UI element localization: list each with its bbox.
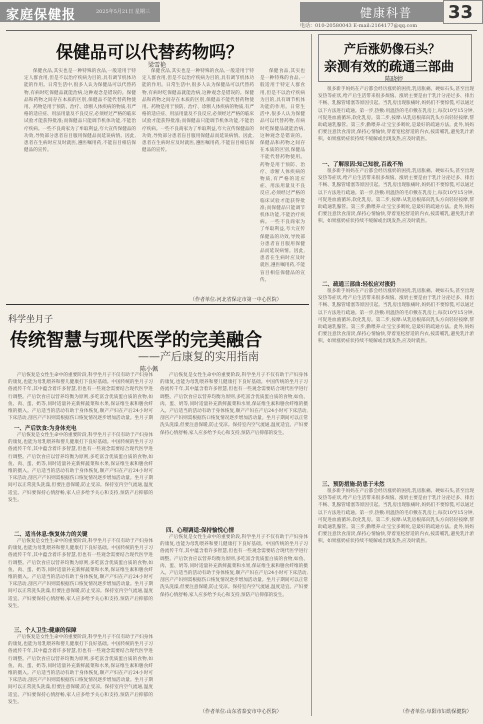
article1-text-1: 保健食品,其实也是一种特殊的食品,一般适用于特定人群食用,但是不以治疗疾病为目的,具有调节机体功能的作用。日常生活中,很多人认为保健品可以代替药物,有病时吃保健品就能治病,这种观念是错误的。保健品和药物之间存在本质的区别,保健品不能代替药物使用。药物是用于预防、治疗、诊断人体疾病的物质,有严格的适应症、用法用量及不良反应,必须经过严格的临床试验才能获得批准;而保健品只能调节机体功能,不能治疗疾病。一些不良商家为了牟取利益,夸大宣传保健品的功效,导致部分患者盲目服用保健品而延误病情。因此,患者在生病时应及时就医,遵医嘱用药,不能盲目相信保健品的宣传。 — [24, 69, 136, 154]
column-divider — [311, 34, 312, 716]
paper-name-bar — [0, 2, 160, 22]
article1-text-3: 保健食品,其实也是一种特殊的食品,一般适用于特定人群食用,但是不以治疗疾病为目的,具有调节机体功能的作用。日常生活中,很多人认为保健品可以代替药物,有病时吃保健品就能治病,这种观念是错误的。保健品和药物之间存在本质的区别,保健品不能代替药物使用。药物是用于预防、治疗、诊断人体疾病的物质,有严格的适应症、用法用量及不良反应,必须经过严格的临床试验才能获得批准;而保健品只能调节机体功能,不能治疗疾病。一些不良商家为了牟取利益,夸大宣传保健品的功效,导致部分患者盲目服用保健品而延误病情。因此,患者在生病时应及时就医,遵医嘱用药,不能盲目相信保健品的宣传。 — [260, 69, 305, 283]
article3-title: 传统智慧与现代医学的完美融合 — [10, 330, 262, 351]
article2-sub3: 三、预防措施:防患于未然 — [322, 482, 385, 488]
article1-col3 — [260, 68, 305, 294]
article3-text-3: 产后恢复是女性生命中的重要阶段,科学坐月子不仅有助于产妇身体的康复,也能为母乳喂养和婴儿健康打下良好基础。中国传统的坐月子习俗流传千年,其中蕴含着许多智慧,但也有一些观念需要结合现代医学进行调整。产后饮食应以营养均衡为原则,多吃富含优质蛋白质的食物,如鱼、肉、蛋、奶等,同时适量补充新鲜蔬菜和水果,保证维生素和膳食纤维的摄入。产后适当的活动有助于身体恢复,顺产产妇在产后24小时可下床活动,剖宫产产妇则需根据伤口恢复情况逐步增加活动量。坐月子期间可以正常洗头洗澡,但要注意保暖,防止受凉。保持室内空气流通,温度适宜。产妇要保持心情舒畅,家人应多给予关心和支持,预防产后抑郁的发生。 — [8, 539, 153, 609]
article3-kicker: 科学坐月子 — [8, 315, 54, 325]
article3-col2-a — [160, 372, 308, 524]
article3-text-4: 产后恢复是女性生命中的重要阶段,科学坐月子不仅有助于产妇身体的康复,也能为母乳喂养和婴儿健康打下良好基础。中国传统的坐月子习俗流传千年,其中蕴含着许多智慧,但也有一些观念需要结合现代医学进行调整。产后饮食应以营养均衡为原则,多吃富含优质蛋白质的食物,如鱼、肉、蛋、奶等,同时适量补充新鲜蔬菜和水果,保证维生素和膳食纤维的摄入。产后适当的活动有助于身体恢复,顺产产妇在产后24小时可下床活动,剖宫产产妇则需根据伤口恢复情况逐步增加活动量。坐月子期间可以正常洗头洗澡,但要注意保暖,防止受凉。保持室内空气流通,温度适宜。产妇要保持心情舒畅,家人应多给予关心和支持,预防产后抑郁的发生。 — [8, 635, 153, 705]
article3-sub3: 三、个人卫生:健康的保障 — [14, 628, 77, 634]
article2-text-2: 很多新手妈妈在产后都会经历涨奶的困扰,乳房胀痛、硬如石头,甚至出现发热等症状,给产后生活带来很多烦恼。涨奶主要是由于乳汁分泌过多、排出不畅、乳腺管堵塞等原因引起。当乳房出现胀痛时,妈妈们不要惊慌,可以通过以下方法进行疏通。第一步,热敷:用温热的毛巾敷在乳房上,每次10至15分钟,可促进血液循环,软化乳房。第二步,按摩:从乳房根部向乳头方向轻轻按摩,帮助疏通乳腺管。第三步,勤喂养:让宝宝多吸吮,是最好的疏通方法。此外,妈妈们要注意饮食清淡,保持心情愉快,穿着宽松舒适的内衣,按需哺乳,避免乳汁淤积。如果涨奶症状持续不缓解或出现发热,应及时就医。 — [318, 169, 474, 225]
article2-sec2 — [318, 288, 474, 478]
article2-title2: 亲测有效的疏通三部曲 — [324, 60, 455, 75]
article3-text-1: 产后恢复是女性生命中的重要阶段,科学坐月子不仅有助于产妇身体的康复,也能为母乳喂养和婴儿健康打下良好基础。中国传统的坐月子习俗流传千年,其中蕴含着许多智慧,但也有一些观念需要结合现代医学进行调整。产后饮食应以营养均衡为原则,多吃富含优质蛋白质的食物,如鱼、肉、蛋、奶等,同时适量补充新鲜蔬菜和水果,保证维生素和膳食纤维的摄入。产后适当的活动有助于身体恢复,顺产产妇在产后24小时可下床活动,剖宫产产妇则需根据伤口恢复情况逐步增加活动量。坐月子期 — [8, 373, 153, 422]
article1-title: 保健品可以代替药物吗？ — [56, 43, 243, 63]
article3-sec3 — [8, 634, 153, 714]
article2-sub1: 一、了解原因:知己知彼,百战不殆 — [322, 162, 403, 168]
page-number: 33 — [448, 2, 474, 23]
article3-sub2: 二、适当休息:恢复体力的关键 — [14, 532, 88, 538]
article2-sub2: 二、疏通三部曲:轻松应对涨奶 — [322, 282, 396, 288]
article2-credit: （作者单位:阜阳市妇幼保健院） — [400, 709, 472, 715]
article3-sub1: 一、产后饮食:为身体充电 — [14, 426, 77, 432]
article1-col1 — [24, 68, 136, 294]
article3-intro — [8, 372, 153, 422]
article3-col2-b — [160, 534, 308, 706]
article2-sec3 — [318, 488, 474, 706]
mid-rule — [6, 304, 309, 305]
article3-author: 陈小佩 — [140, 366, 159, 373]
article2-text-1: 很多新手妈妈在产后都会经历涨奶的困扰,乳房胀痛、硬如石头,甚至出现发热等症状,给产后生活带来很多烦恼。涨奶主要是由于乳汁分泌过多、排出不畅、乳腺管堵塞等原因引起。当乳房出现胀痛时,妈妈们不要惊慌,可以通过以下方法进行疏通。第一步,热敷:用温热的毛巾敷在乳房上,每次10至15分钟,可促进血液循环,软化乳房。第二步,按摩:从乳房根部向乳头方向轻轻按摩,帮助疏通乳腺管。第三步,勤喂养:让宝宝多吸吮,是最好的疏通方法。此外,妈妈们要注意饮食清淡,保持心情愉快,穿着宽松舒适的内衣,按需哺乳,避免乳汁淤积。如果涨奶症状持续不缓解或出现发热,应及时就医。 — [318, 87, 474, 143]
article3-text-6: 产后恢复是女性生命中的重要阶段,科学坐月子不仅有助于产妇身体的康复,也能为母乳喂养和婴儿健康打下良好基础。中国传统的坐月子习俗流传千年,其中蕴含着许多智慧,但也有一些观念需要结合现代医学进行调整。产后饮食应以营养均衡为原则,多吃富含优质蛋白质的食物,如鱼、肉、蛋、奶等,同时适量补充新鲜蔬菜和水果,保证维生素和膳食纤维的摄入。产后适当的活动有助于身体恢复,顺产产妇在产后24小时可下床活动,剖宫产产妇则需根据伤口恢复情况逐步增加活动量。坐月子期间可以正常洗头洗澡,但要注意保暖,防止受凉。保持室内空气流通,温度适宜。产妇要保持心情舒畅,家人应多给予关心和支持,预防产后抑郁的发生。 — [160, 535, 308, 598]
article3-deck: ——产后康复的实用指南 — [138, 350, 259, 363]
page-number-box — [443, 0, 483, 24]
article2-author: 陈晓婷 — [385, 76, 404, 83]
article3-sec2 — [8, 538, 153, 624]
article3-text-2: 产后恢复是女性生命中的重要阶段,科学坐月子不仅有助于产妇身体的康复,也能为母乳喂养和婴儿健康打下良好基础。中国传统的坐月子习俗流传千年,其中蕴含着许多智慧,但也有一些观念需要结合现代医学进行调整。产后饮食应以营养均衡为原则,多吃富含优质蛋白质的食物,如鱼、肉、蛋、奶等,同时适量补充新鲜蔬菜和水果,保证维生素和膳食纤维的摄入。产后适当的活动有助于身体恢复,顺产产妇在产后24小时可下床活动,剖宫产产妇则需根据伤口恢复情况逐步增加活动量。坐月子期间可以正常洗头洗澡,但要注意保暖,防止受凉。保持室内空气流通,温度适宜。产妇要保持心情舒畅,家人应多给予关心和支持,预防产后抑郁的发生。 — [8, 433, 153, 503]
contact-line: 电话：010-20580043 E-mail:2164177@qq.com — [300, 23, 418, 29]
issue-date: 2025年5月21日 星期三 — [96, 9, 150, 15]
article2-text-3: 很多新手妈妈在产后都会经历涨奶的困扰,乳房胀痛、硬如石头,甚至出现发热等症状,给产后生活带来很多烦恼。涨奶主要是由于乳汁分泌过多、排出不畅、乳腺管堵塞等原因引起。当乳房出现胀痛时,妈妈们不要惊慌,可以通过以下方法进行疏通。第一步,热敷:用温热的毛巾敷在乳房上,每次10至15分钟,可促进血液循环,软化乳房。第二步,按摩:从乳房根部向乳头方向轻轻按摩,帮助疏通乳腺管。第三步,勤喂养:让宝宝多吸吮,是最好的疏通方法。此外,妈妈们要注意饮食清淡,保持心情愉快,穿着宽松舒适的内衣,按需哺乳,避免乳汁淤积。如果涨奶症状持续不缓解或出现发热,应及时就医。 — [318, 289, 474, 345]
article3-credit: （作者单位:山东省泰安市中心医院） — [200, 709, 282, 715]
article1-credit: （作者单位:河北省保定市第一中心医院） — [190, 297, 282, 303]
article1-text-2: 保健食品,其实也是一种特殊的食品,一般适用于特定人群食用,但是不以治疗疾病为目的,具有调节机体功能的作用。日常生活中,很多人认为保健品可以代替药物,有病时吃保健品就能治病,这种观念是错误的。保健品和药物之间存在本质的区别,保健品不能代替药物使用。药物是用于预防、治疗、诊断人体疾病的物质,有严格的适应症、用法用量及不良反应,必须经过严格的临床试验才能获得批准;而保健品只能调节机体功能,不能治疗疾病。一些不良商家为了牟取利益,夸大宣传保健品的功效,导致部分患者盲目服用保健品而延误病情。因此,患者在生病时应及时就医,遵医嘱用药,不能盲目相信保健品的宣传。 — [142, 69, 254, 154]
article2-sec1 — [318, 168, 474, 278]
paper-name: 家庭保健报 — [6, 8, 77, 23]
masthead — [0, 0, 483, 29]
article2-title: 产后涨奶像石头？ — [344, 42, 441, 56]
article2-intro — [318, 86, 474, 158]
article3-sub4: 四、心理调适:保持愉悦心情 — [166, 528, 235, 534]
article2-text-4: 很多新手妈妈在产后都会经历涨奶的困扰,乳房胀痛、硬如石头,甚至出现发热等症状,给产后生活带来很多烦恼。涨奶主要是由于乳汁分泌过多、排出不畅、乳腺管堵塞等原因引起。当乳房出现胀痛时,妈妈们不要惊慌,可以通过以下方法进行疏通。第一步,热敷:用温热的毛巾敷在乳房上,每次10至15分钟,可促进血液循环,软化乳房。第二步,按摩:从乳房根部向乳头方向轻轻按摩,帮助疏通乳腺管。第三步,勤喂养:让宝宝多吸吮,是最好的疏通方法。此外,妈妈们要注意饮食清淡,保持心情愉快,穿着宽松舒适的内衣,按需哺乳,避免乳汁淤积。如果涨奶症状持续不缓解或出现发热,应及时就医。 — [318, 489, 474, 545]
section-name: 健康科普 — [360, 6, 413, 20]
article3-text-5: 产后恢复是女性生命中的重要阶段,科学坐月子不仅有助于产妇身体的康复,也能为母乳喂养和婴儿健康打下良好基础。中国传统的坐月子习俗流传千年,其中蕴含着许多智慧,但也有一些观念需要结合现代医学进行调整。产后饮食应以营养均衡为原则,多吃富含优质蛋白质的食物,如鱼、肉、蛋、奶等,同时适量补充新鲜蔬菜和水果,保证维生素和膳食纤维的摄入。产后适当的活动有助于身体恢复,顺产产妇在产后24小时可下床活动,剖宫产产妇则需根据伤口恢复情况逐步增加活动量。坐月子期间可以正常洗头洗澡,但要注意保暖,防止受凉。保持室内空气流通,温度适宜。产妇要保持心情舒畅,家人应多给予关心和支持,预防产后抑郁的发生。 — [160, 373, 308, 436]
article1-col2 — [142, 68, 254, 294]
article1-author: 梁雪艳 — [148, 62, 167, 69]
article3-sec1 — [8, 432, 153, 528]
top-rule — [6, 30, 477, 31]
